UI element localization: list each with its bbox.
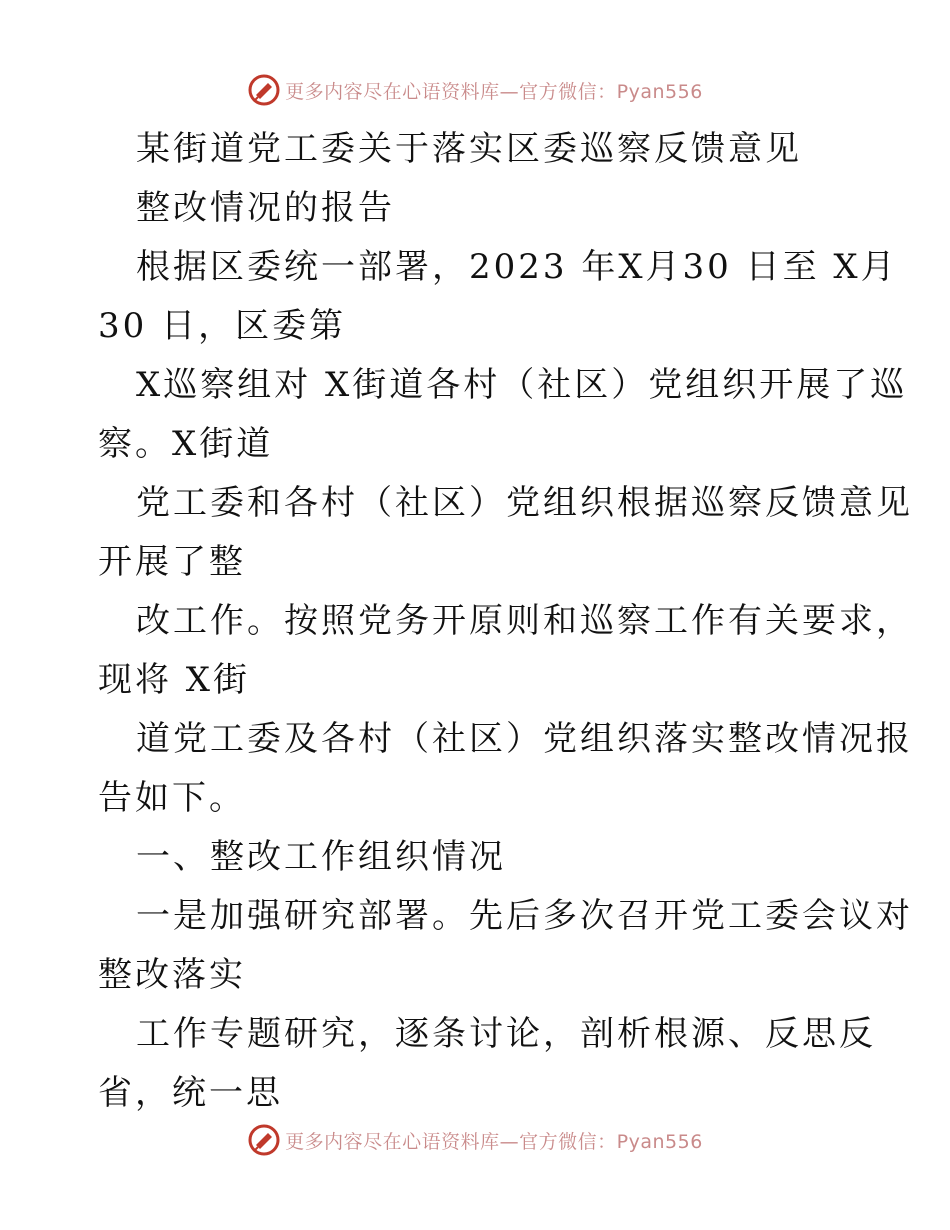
text-line: 道党工委及各村（社区）党组织落实整改情况报 — [136, 719, 913, 759]
text-line: 察。X街道 — [98, 424, 274, 464]
footer-watermark — [0, 1120, 950, 1160]
text-line: 整改落实 — [98, 955, 246, 995]
text-line: 整改情况的报告 — [136, 188, 395, 228]
text-line: 一、整改工作组织情况 — [136, 837, 506, 877]
watermark-text: 更多内容尽在心语资料库—官方微信：Pyan556 — [285, 1130, 703, 1153]
text-line: 工作专题研究，逐条讨论，剖析根源、反思反 — [136, 1014, 876, 1054]
text-line: X巡察组对 X街道各村（社区）党组织开展了巡 — [136, 365, 908, 405]
logo-icon — [247, 73, 281, 107]
logo-icon — [247, 1123, 281, 1157]
text-line: 根据区委统一部署，2023 年X月30 日至 X月 — [136, 247, 898, 287]
header-watermark — [0, 70, 950, 110]
text-line: 告如下。 — [98, 778, 246, 818]
text-line: 30 日，区委第 — [98, 306, 347, 346]
text-line: 开展了整 — [98, 542, 246, 582]
document-body — [98, 120, 913, 1123]
text-line: 一是加强研究部署。先后多次召开党工委会议对 — [136, 896, 913, 936]
watermark-text: 更多内容尽在心语资料库—官方微信：Pyan556 — [285, 80, 703, 103]
text-line: 某街道党工委关于落实区委巡察反馈意见 — [136, 129, 802, 169]
text-line: 省，统一思 — [98, 1073, 283, 1113]
text-line: 党工委和各村（社区）党组织根据巡察反馈意见 — [136, 483, 913, 523]
text-line: 改工作。按照党务开原则和巡察工作有关要求， — [136, 601, 913, 641]
text-line: 现将 X街 — [98, 660, 251, 700]
